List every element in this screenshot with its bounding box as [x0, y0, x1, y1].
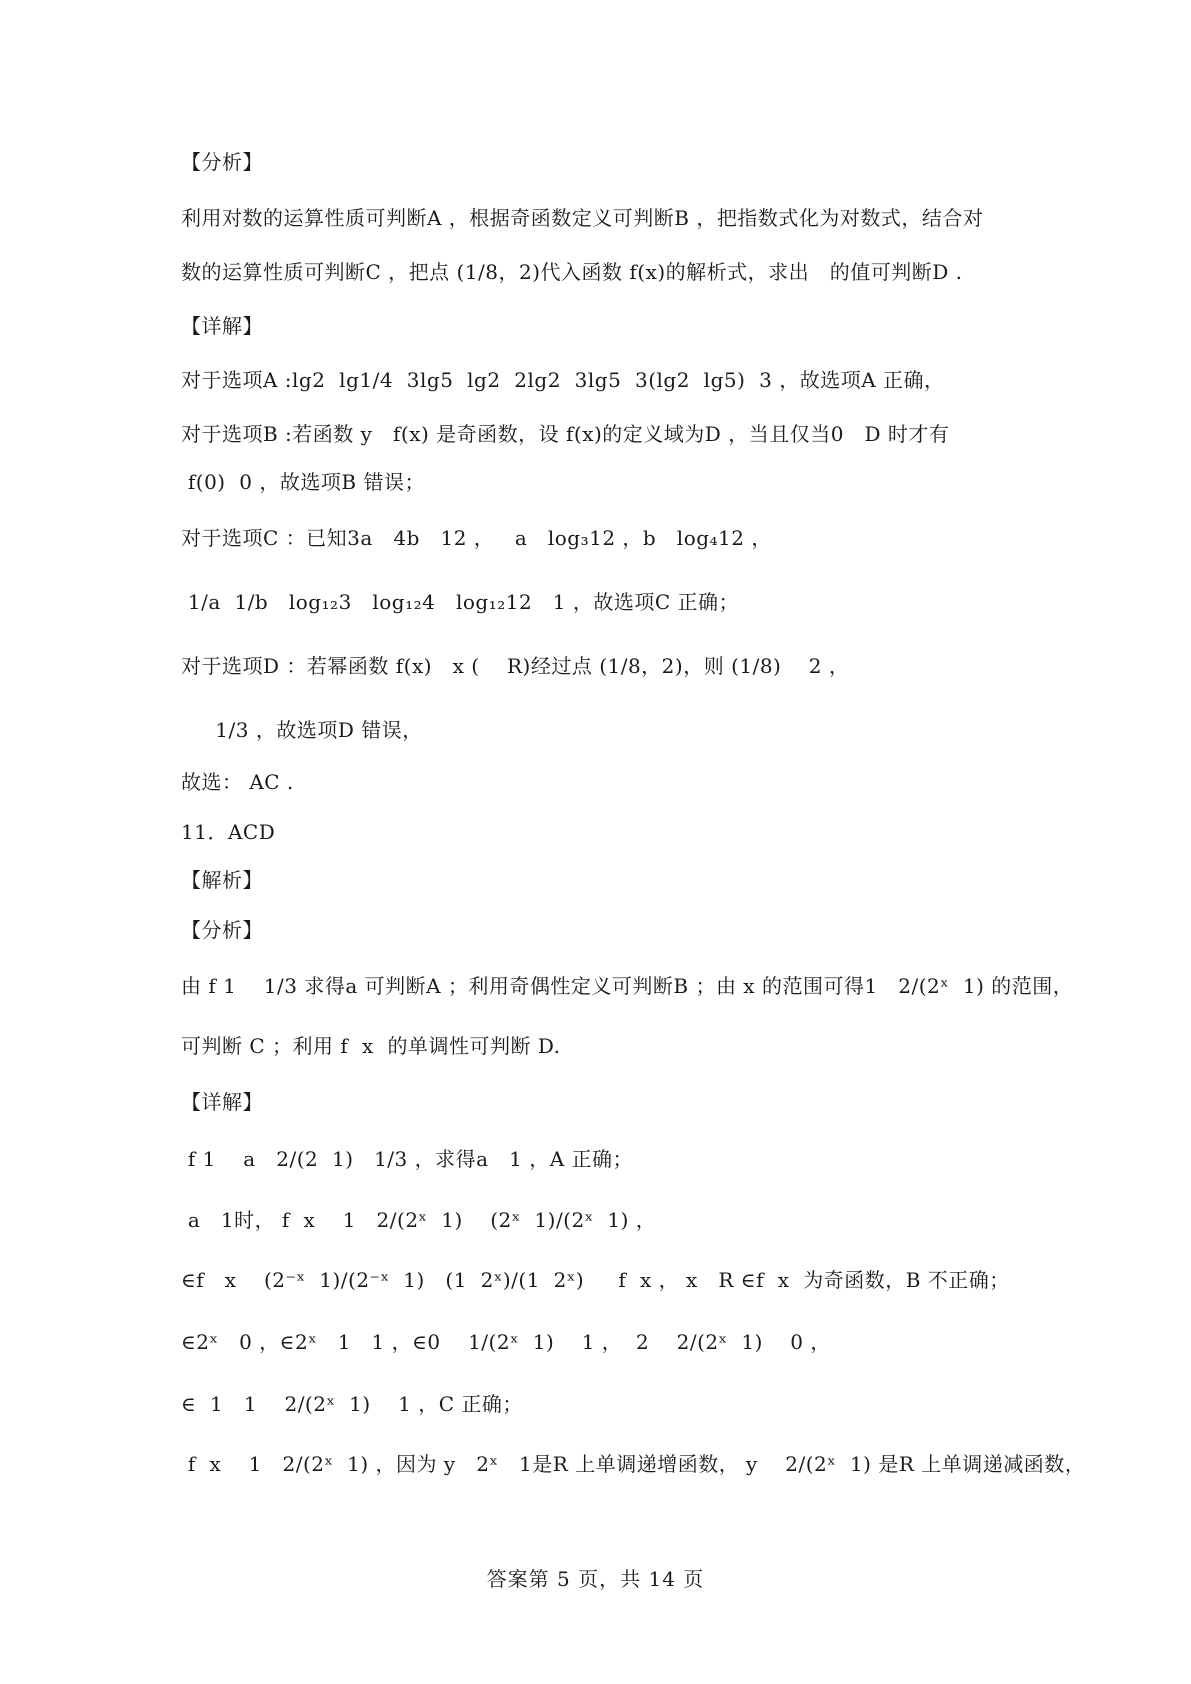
line-14: 【解析】 — [181, 868, 263, 892]
line-3: 数的运算性质可判断C ，把点 (1/8，2)代入函数 f(x)的解析式，求出 的值可判断D . — [181, 260, 963, 284]
line-6: 对于选项B :若函数 y f(x) 是奇函数，设 f(x)的定义域为D ，当且仅当0 D 时才有 — [181, 422, 950, 446]
line-17: 可判断 C ；利用 f x 的单调性可判断 D. — [181, 1034, 561, 1058]
line-12: 故选： AC . — [181, 770, 294, 794]
line-8: 对于选项C ：已知3a 4b 12 ， a log₃12 ，b log₄12 ， — [181, 526, 772, 550]
line-1: 【分析】 — [181, 150, 263, 174]
line-13: 11．ACD — [181, 820, 276, 844]
line-9: 1/a 1/b log₁₂3 log₁₂4 log₁₂12 1 ，故选项C 正确； — [181, 590, 739, 614]
line-10: 对于选项D ：若幂函数 f(x) x ( R)经过点 (1/8，2)，则 (1/8) 2 ， — [181, 654, 850, 678]
line-22: ∈2ˣ 0 ，∈2ˣ 1 1 ，∈0 1/(2ˣ 1) 1 ， 2 2/(2ˣ 1) 0 ， — [181, 1330, 831, 1354]
line-18: 【详解】 — [181, 1090, 263, 1114]
line-2: 利用对数的运算性质可判断A ，根据奇函数定义可判断B ，把指数式化为对数式，结合对 — [181, 206, 984, 230]
line-21: ∈f x (2⁻ˣ 1)/(2⁻ˣ 1) (1 2ˣ)/(1 2ˣ) f x ， x R ∈f x 为奇函数，B 不正确； — [181, 1268, 1010, 1292]
line-24: f x 1 2/(2ˣ 1) ，因为 y 2ˣ 1是R 上单调递增函数， y 2/(2ˣ 1) 是R 上单调递减函数， — [181, 1452, 1086, 1476]
line-7: f(0) 0 ，故选项B 错误； — [181, 470, 425, 494]
line-15: 【分析】 — [181, 918, 263, 942]
line-20: a 1时， f x 1 2/(2ˣ 1) (2ˣ 1)/(2ˣ 1) ， — [181, 1208, 657, 1232]
line-11: 1/3 ，故选项D 错误， — [181, 718, 423, 742]
line-5: 对于选项A :lg2 lg1/4 3lg5 lg2 2lg2 3lg5 3(lg2 lg5) 3 ，故选项A 正确， — [181, 368, 945, 392]
line-23: ∈ 1 1 2/(2ˣ 1) 1 ，C 正确； — [181, 1392, 523, 1416]
line-19: f 1 a 2/(2 1) 1/3 ，求得a 1 ，A 正确； — [181, 1147, 633, 1171]
line-16: 由 f 1 1/3 求得a 可判断A ；利用奇偶性定义可判断B ；由 x 的范围可得1 2/(2ˣ 1) 的范围， — [181, 974, 1074, 998]
line-4: 【详解】 — [181, 314, 263, 338]
page-footer: 答案第 5 页，共 14 页 — [486, 1567, 705, 1591]
